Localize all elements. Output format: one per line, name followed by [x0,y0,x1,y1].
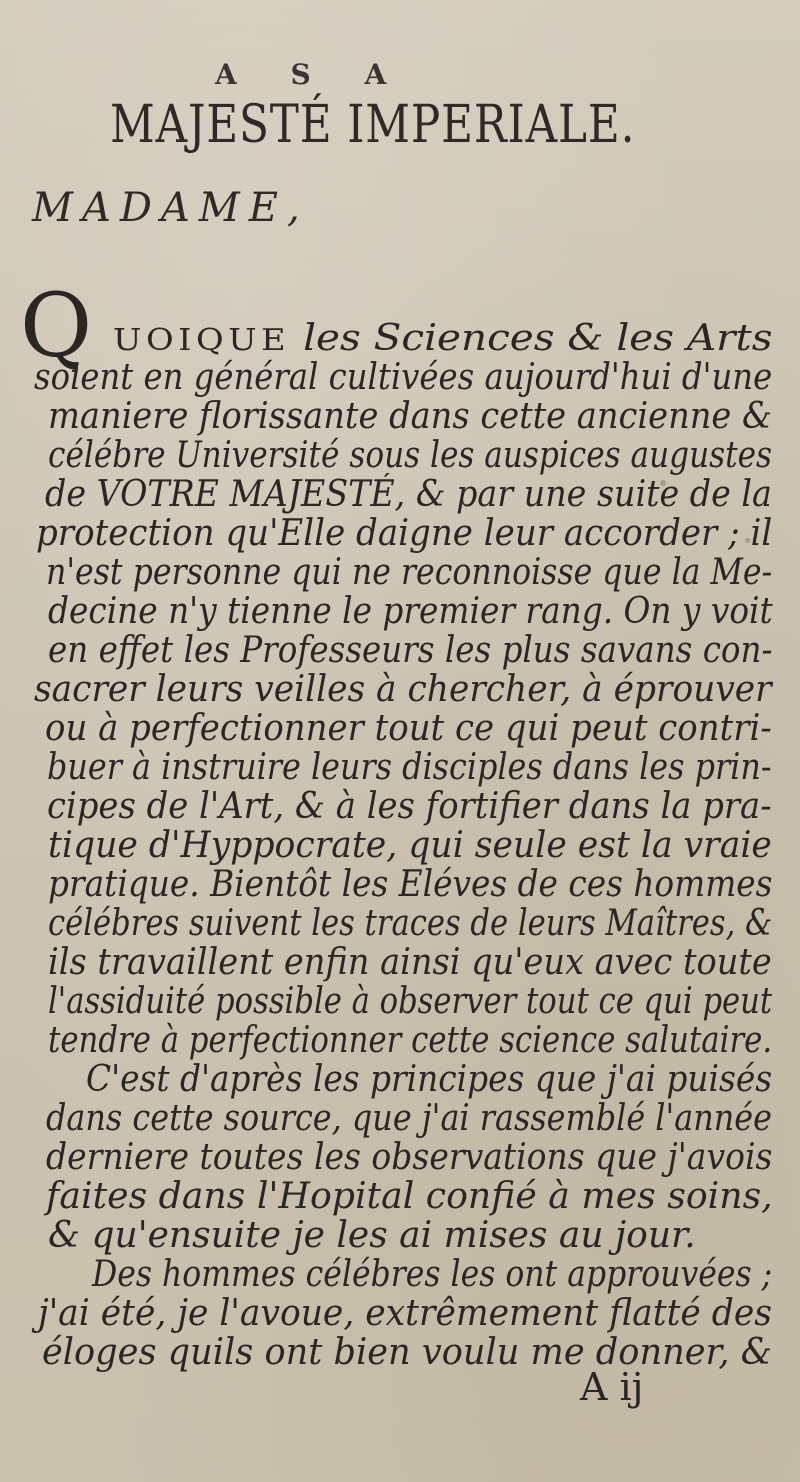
text-line-3: maniere florissante dans cette ancienne & [48,396,773,437]
text-line-19: tendre à perfectionner cette science salutaire. [48,1020,773,1061]
line-1-text: les Sciences & les Arts [303,318,773,359]
signature-mark: A ij [580,1365,644,1409]
text-line-14: tique d'Hyppocrate, qui seule est la vraie [48,825,772,866]
text-line-9: en effet les Professeurs les plus savans con- [48,630,773,671]
text-line-21: dans cette source, que j'ai rassemblé l'année [46,1098,773,1139]
text-line-10: sacrer leurs veilles à chercher, à éprouver [34,669,772,710]
text-line-16: célébres suivent les traces de leurs Maîtres, & [48,903,773,944]
text-line-12: buer à instruire leurs disciples dans les prin- [47,747,772,788]
text-line-27: éloges quils ont bien voulu me donner, & [42,1332,773,1373]
line-5-text: de VOTRE MAJESTÉ, & par une suite de la [45,474,772,515]
salutation: MADAME, [32,185,309,231]
text-line-23: faites dans l'Hopital confié à mes soins, [46,1176,773,1217]
text-line-20: C'est d'après les principes que j'ai puisés [86,1059,773,1100]
text-line-2: soient en général cultivées aujourd'hui d'une [34,357,773,398]
page-title: MAJESTÉ IMPERIALE. [110,95,636,155]
text-line-13: cipes de l'Art, & à les fortifier dans la pra- [47,786,772,827]
text-line-18: l'assiduité possible à observer tout ce qui peut [48,981,773,1022]
text-line-4: célébre Université sous les auspices augustes [48,435,773,476]
text-line-24: & qu'ensuite je les ai mises au jour. [48,1215,696,1256]
drop-cap: Q [20,274,93,377]
text-line-25: Des hommes célébres les ont approuvées ; [92,1254,773,1295]
text-line-8: decine n'y tienne le premier rang. On y voit [48,591,773,632]
text-line-6: protection qu'Elle daigne leur accorder ; il [36,513,773,554]
text-line-26: j'ai été, je l'avoue, extrêmement flatté des [38,1293,772,1334]
text-line-17: ils travaillent enfin ainsi qu'eux avec toute [48,942,772,983]
text-line-22: derniere toutes les observations que j'avois [46,1137,773,1178]
text-line-7: n'est personne qui ne reconnoisse que la Me- [46,552,773,593]
text-line-11: ou à perfectionner tout ce qui peut contri- [45,708,772,749]
text-line-15: pratique. Bientôt les Eléves de ces hommes [48,864,773,905]
first-word: UOIQUE [113,323,291,358]
text-line-1 [113,318,773,359]
header-ornament: A S A [215,58,409,91]
text-line-5 [45,474,772,515]
